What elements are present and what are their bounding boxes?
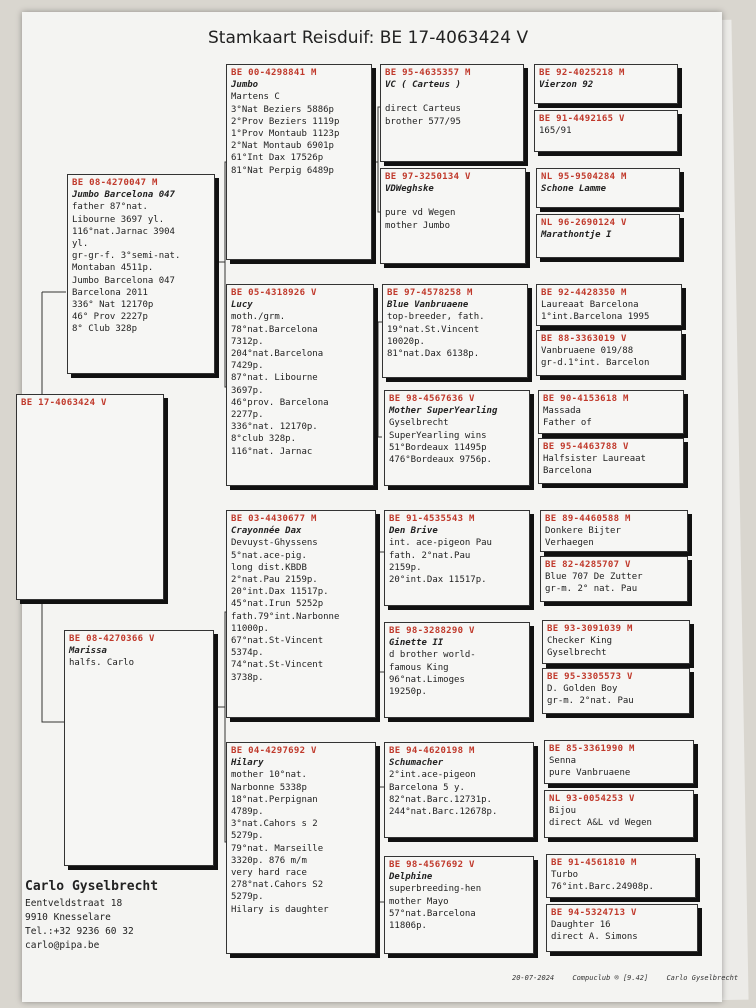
ring-number: BE 98-4567636 V — [389, 394, 475, 404]
info-line: 8°club 328p. — [231, 434, 297, 445]
info-line: 476°Bordeaux 9756p. — [389, 455, 492, 466]
pigeon-name: VDWeghske — [385, 184, 434, 195]
owner-info — [25, 880, 158, 953]
info-line: 336° Nat 12170p — [72, 300, 154, 311]
ring-number: BE 98-4567692 V — [389, 860, 475, 870]
info-line: 8° Club 328p — [72, 324, 138, 335]
pedigree-card-gggp-11[interactable] — [542, 620, 690, 664]
pedigree-sheet — [21, 12, 739, 1002]
info-line: 1°Prov Montaub 1123p — [231, 129, 340, 140]
pedigree-card-gggp-12[interactable] — [542, 668, 690, 714]
info-line: Halfsister Laureaat — [543, 454, 646, 465]
pedigree-card-gggp-15[interactable] — [546, 854, 696, 898]
info-line: gr-m. 2° nat. Pau — [545, 584, 638, 595]
pedigree-card-gggp-16[interactable] — [546, 904, 698, 952]
info-line: 61°Int Dax 17526p — [231, 153, 324, 164]
info-line: d brother world- — [389, 650, 476, 661]
pedigree-card-gggp-14[interactable] — [544, 790, 694, 838]
info-line: halfs. Carlo — [69, 658, 135, 669]
pigeon-name: Schone Lamme — [541, 184, 607, 195]
ring-number: BE 91-4561810 M — [551, 858, 637, 868]
info-line: Checker King — [547, 636, 613, 647]
print-date: 20-07-2024 — [512, 974, 555, 982]
info-line: Jumbo Barcelona 047 — [72, 275, 175, 286]
info-line: 19250p. — [389, 687, 427, 698]
info-line: mother 10°nat. — [231, 770, 307, 781]
pigeon-name: VC ( Carteus ) — [385, 80, 461, 91]
info-line: 3320p. 876 m/m — [231, 855, 307, 866]
ring-number: BE 95-4635357 M — [385, 68, 471, 78]
ring-number: BE 95-3305573 V — [547, 672, 633, 682]
info-line: Blue 707 De Zutter — [545, 572, 643, 583]
pigeon-name: Vierzon 92 — [539, 80, 594, 91]
info-line: 81°nat.Dax 6138p. — [387, 349, 480, 360]
pedigree-card-ggp-1[interactable] — [380, 64, 524, 162]
info-line: Daughter 16 — [551, 920, 611, 931]
info-line: 116°nat.Jarnac 3904 — [72, 226, 175, 237]
ring-number: BE 85-3361990 M — [549, 744, 635, 754]
info-line: 2°int.ace-pigeon — [389, 770, 476, 781]
pedigree-card-ggp-2[interactable] — [380, 168, 526, 264]
info-line: direct A. Simons — [551, 932, 638, 943]
pedigree-card-gggp-13[interactable] — [544, 740, 694, 784]
pigeon-name: Schumacher — [389, 758, 444, 769]
info-line: 82°nat.Barc.12731p. — [389, 794, 492, 805]
info-line: Gyselbrecht — [547, 648, 607, 659]
info-line: pure vd Wegen — [385, 208, 456, 219]
info-line: Narbonne 5338p — [231, 782, 307, 793]
info-line: fath.79°int.Narbonne — [231, 611, 340, 622]
info-line: 18°nat.Perpignan — [231, 794, 318, 805]
pedigree-card-ggp-6[interactable] — [384, 622, 530, 718]
footer-owner: Carlo Gyselbrecht — [666, 974, 739, 982]
info-line: 2277p. — [231, 410, 264, 421]
info-line: gr-gr-f. 3°semi-nat. — [72, 251, 181, 262]
info-line: long dist.KBDB — [231, 562, 307, 573]
info-line: brother 577/95 — [385, 116, 461, 127]
pigeon-name: Blue Vanbruaene — [387, 300, 469, 311]
pedigree-card-granddam-maternal[interactable] — [226, 742, 376, 954]
info-line: 78°nat.Barcelona — [231, 324, 318, 335]
info-line: 4789p. — [231, 807, 264, 818]
info-line: famous King — [389, 662, 449, 673]
info-line: 19°nat.St.Vincent — [387, 324, 480, 335]
info-line: father 87°nat. — [72, 202, 148, 213]
ring-number: BE 94-5324713 V — [551, 908, 637, 918]
ring-number: BE 95-4463788 V — [543, 442, 629, 452]
ring-number: BE 93-3091039 M — [547, 624, 633, 634]
pedigree-card-ggp-3[interactable] — [382, 284, 528, 378]
info-line: 165/91 — [539, 126, 572, 137]
pedigree-card-ggp-7[interactable] — [384, 742, 534, 838]
software-name: Compuclub ® [9.42] — [572, 974, 649, 982]
info-line: mother Mayo — [389, 896, 449, 907]
ring-number: BE 97-3250134 V — [385, 172, 471, 182]
info-line: 244°nat.Barc.12678p. — [389, 807, 498, 818]
ring-number: BE 08-4270366 V — [69, 634, 155, 644]
info-line: 5279p. — [231, 831, 264, 842]
info-line: 1°int.Barcelona 1995 — [541, 312, 650, 323]
info-line: very hard race — [231, 868, 307, 879]
info-line: 2°Nat Montaub 6901p — [231, 141, 334, 152]
pigeon-name: Hilary — [231, 758, 264, 769]
owner-street: Eentveldstraat 18 — [25, 898, 123, 909]
pedigree-card-ggp-5[interactable] — [384, 510, 530, 606]
info-line: 5374p. — [231, 648, 264, 659]
info-line: moth./grm. — [231, 312, 286, 323]
print-footer — [512, 974, 752, 982]
pedigree-card-ggp-8[interactable] — [384, 856, 534, 954]
info-line: 2°nat.Pau 2159p. — [231, 575, 318, 586]
ring-number: BE 98-3288290 V — [389, 626, 475, 636]
info-line: 3738p. — [231, 672, 264, 683]
ring-number: BE 05-4318926 V — [231, 288, 317, 298]
info-line: 3°Nat Beziers 5886p — [231, 104, 334, 115]
info-line: Libourne 3697 yl. — [72, 214, 165, 225]
ring-number: BE 94-4620198 M — [389, 746, 475, 756]
ring-number: BE 17-4063424 V — [21, 398, 107, 408]
info-line: 79°nat. Marseille — [231, 843, 324, 854]
page-title: Stamkaart Reisduif: BE 17-4063424 V — [208, 28, 529, 48]
info-line: 96°nat.Limoges — [389, 674, 465, 685]
info-line: Devuyst-Ghyssens — [231, 538, 318, 549]
pigeon-name: Mother SuperYearling — [389, 406, 498, 417]
pedigree-card-ggp-4[interactable] — [384, 390, 530, 486]
info-line: 51°Bordeaux 11495p — [389, 442, 487, 453]
info-line: Massada — [543, 406, 581, 417]
info-line: 116°nat. Jarnac — [231, 446, 313, 457]
info-line: Montaban 4511p. — [72, 263, 154, 274]
pigeon-name: Crayonnée Dax — [231, 526, 302, 537]
info-line: 2159p. — [389, 562, 422, 573]
info-line: 57°nat.Barcelona — [389, 908, 476, 919]
ring-number: BE 90-4153618 M — [543, 394, 629, 404]
pedigree-card-gggp-1[interactable] — [534, 64, 678, 104]
info-line: 20°int.Dax 11517p. — [231, 587, 329, 598]
info-line: 46°prov. Barcelona — [231, 397, 329, 408]
info-line: 46° Prov 2227p — [72, 312, 148, 323]
pedigree-card-gggp-7[interactable] — [538, 390, 684, 434]
info-line: superbreeding-hen — [389, 884, 482, 895]
pigeon-name: Marissa — [69, 646, 107, 657]
pedigree-card-subject[interactable] — [16, 394, 164, 600]
info-line: 11000p. — [231, 623, 269, 634]
ring-number: NL 96-2690124 V — [541, 218, 627, 228]
pigeon-name: Delphine — [389, 872, 433, 883]
info-line: yl. — [72, 239, 89, 250]
info-line: Bijou — [549, 806, 577, 817]
pedigree-card-sire[interactable] — [67, 174, 215, 374]
ring-number: NL 93-0054253 V — [549, 794, 635, 804]
info-line: Father of — [543, 418, 592, 429]
info-line: 67°nat.St-Vincent — [231, 636, 324, 647]
pedigree-card-gggp-3[interactable] — [536, 168, 680, 208]
info-line: 76°int.Barc.24908p. — [551, 882, 654, 893]
ring-number: BE 03-4430677 M — [231, 514, 317, 524]
owner-name: Carlo Gyselbrecht — [25, 879, 159, 894]
pedigree-card-grandsire-maternal[interactable] — [226, 510, 376, 718]
pedigree-card-gggp-10[interactable] — [540, 556, 688, 602]
info-line: gr-d.1°int. Barcelon — [541, 358, 650, 369]
spacer — [385, 91, 519, 103]
ring-number: BE 91-4492165 V — [539, 114, 625, 124]
info-line: Barcelona 2011 — [72, 287, 148, 298]
info-line: 5279p. — [231, 892, 264, 903]
info-line: 20°int.Dax 11517p. — [389, 575, 487, 586]
ring-number: BE 92-4025218 M — [539, 68, 625, 78]
pigeon-name: Den Brive — [389, 526, 438, 537]
info-line: SuperYearling wins — [389, 430, 487, 441]
info-line: gr-m. 2°nat. Pau — [547, 696, 634, 707]
info-line: Vanbruaene 019/88 — [541, 346, 634, 357]
ring-number: BE 82-4285707 V — [545, 560, 631, 570]
pigeon-name: Marathontje I — [541, 230, 612, 241]
info-line: Hilary is daughter — [231, 904, 329, 915]
info-line: 87°nat. Libourne — [231, 373, 318, 384]
info-line: fath. 2°nat.Pau — [389, 550, 471, 561]
info-line: 45°nat.Irun 5252p — [231, 599, 324, 610]
info-line: Verhaegen — [545, 538, 594, 549]
pigeon-name: Jumbo Barcelona 047 — [72, 190, 175, 201]
pedigree-card-gggp-2[interactable] — [534, 110, 678, 152]
ring-number: NL 95-9504284 M — [541, 172, 627, 182]
ring-number: BE 92-4428350 M — [541, 288, 627, 298]
ring-number: BE 97-4578258 M — [387, 288, 473, 298]
pedigree-card-grandsire-paternal[interactable] — [226, 64, 372, 260]
pedigree-card-granddam-paternal[interactable] — [226, 284, 374, 486]
pigeon-name: Lucy — [231, 300, 253, 311]
pedigree-card-gggp-5[interactable] — [536, 284, 682, 326]
pedigree-card-gggp-6[interactable] — [536, 330, 682, 376]
pedigree-card-gggp-8[interactable] — [538, 438, 684, 484]
info-line: 2°Prov Beziers 1119p — [231, 116, 340, 127]
info-line: 7429p. — [231, 361, 264, 372]
ring-number: BE 88-3363019 V — [541, 334, 627, 344]
ring-number: BE 04-4297692 V — [231, 746, 317, 756]
spacer — [385, 195, 521, 207]
info-line: int. ace-pigeon Pau — [389, 538, 492, 549]
info-line: 10020p. — [387, 336, 425, 347]
info-line: Turbo — [551, 870, 579, 881]
info-line: 74°nat.St-Vincent — [231, 660, 324, 671]
info-line: Barcelona — [543, 466, 592, 477]
info-line: 81°Nat Perpig 6489p — [231, 165, 334, 176]
info-line: 11806p. — [389, 921, 427, 932]
info-line: Donkere Bijter — [545, 526, 621, 537]
ring-number: BE 00-4298841 M — [231, 68, 317, 78]
info-line: 3697p. — [231, 385, 264, 396]
owner-city: 9910 Knesselare — [25, 912, 111, 923]
owner-phone: Tel.:+32 9236 60 32 — [25, 926, 134, 937]
info-line: Barcelona 5 y. — [389, 782, 465, 793]
info-line: Martens C — [231, 92, 280, 103]
info-line: 5°nat.ace-pig. — [231, 550, 307, 561]
info-line: Senna — [549, 756, 577, 767]
info-line: Gyselbrecht — [389, 418, 449, 429]
info-line: pure Vanbruaene — [549, 768, 631, 779]
info-line: 7312p. — [231, 336, 264, 347]
info-line: 336°nat. 12170p. — [231, 422, 318, 433]
pigeon-name: Jumbo — [231, 80, 259, 91]
info-line: top-breeder, fath. — [387, 312, 485, 323]
pedigree-card-dam[interactable] — [64, 630, 214, 866]
owner-email: carlo@pipa.be — [25, 940, 100, 951]
ring-number: BE 89-4460588 M — [545, 514, 631, 524]
pedigree-card-gggp-9[interactable] — [540, 510, 688, 552]
info-line: direct A&L vd Wegen — [549, 818, 652, 829]
pedigree-card-gggp-4[interactable] — [536, 214, 680, 258]
ring-number: BE 08-4270047 M — [72, 178, 158, 188]
info-line: mother Jumbo — [385, 220, 451, 231]
ring-number: BE 91-4535543 M — [389, 514, 475, 524]
info-line: Laureaat Barcelona — [541, 300, 639, 311]
info-line: 3°nat.Cahors s 2 — [231, 819, 318, 830]
info-line: direct Carteus — [385, 104, 461, 115]
pigeon-name: Ginette II — [389, 638, 444, 649]
info-line: D. Golden Boy — [547, 684, 618, 695]
info-line: 204°nat.Barcelona — [231, 349, 324, 360]
info-line: 278°nat.Cahors S2 — [231, 880, 324, 891]
